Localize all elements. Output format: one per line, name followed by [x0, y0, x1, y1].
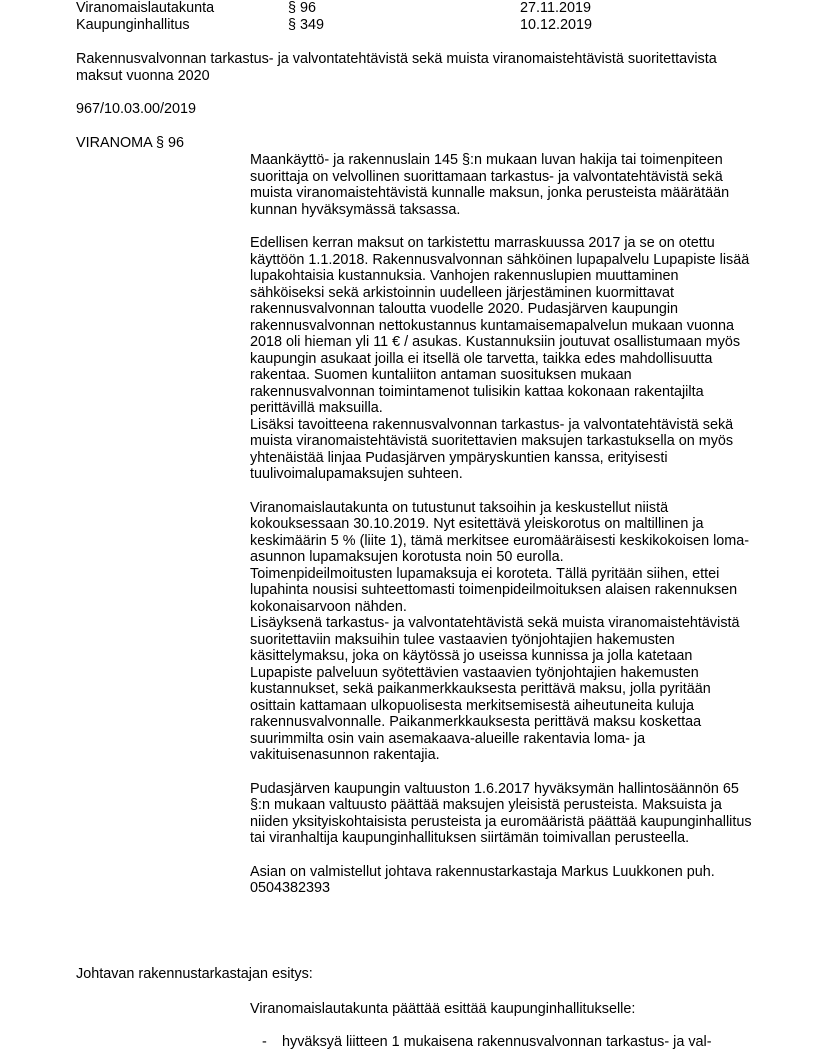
meeting-references: [76, 0, 676, 34]
proposal-heading: Johtavan rakennustarkastajan esitys:: [76, 966, 313, 982]
paragraph: Viranomaislautakunta on tutustunut taksoihin ja keskustellut niistä kokouksessaan 30.10.2019. Nyt esitettävä yleiskorotus on maltillinen ja keskimäärin 5 % (liite 1), tämä merkitsee euromääräisesti keskikokoisen loma-asunnon lupamaksujen korotusta noin 50 eurolla. Toimenpideilmoitusten lupamaksuja ei koroteta. Tällä pyritään siihen, ettei lupahinta nousisi suhteettomasti toimenpideilmoituksen alaisen rakennuksen kokonaisarvoon nähden. Lisäyksenä tarkastus- ja valvontatehtävistä sekä muista viranomaistehtävistä suoritettaviin maksuihin tulee vastaavien työnjohtajien hakemusten käsittelymaksu, joka on käytössä jo useissa kunnissa ja jolla katetaan Lupapiste palveluun syötettävien vastaavien työnjohtajien hakemusten kustannukset, sekä paikanmerkkauksesta perittävä maksu, jolla pyritään osittain kattamaan ulkopuolisesta merkitsemisestä aiheutuneita kuluja rakennusvalvonnalle. Paikanmerkkauksesta perittävä maksu koskettaa suurimmilta osin vain asemakaava-alueille rakentavia loma- ja vakituisenasunnon rakentajia.: [250, 499, 750, 763]
paragraph: Asian on valmistellut johtava rakennustarkastaja Markus Luukkonen puh. 0504382393: [250, 863, 715, 896]
bullet-text: hyväksyä liitteen 1 mukaisena rakennusvalvonnan tarkastus- ja val-: [282, 1034, 712, 1050]
paragraph: Maankäyttö- ja rakennuslain 145 §:n mukaan luvan hakija tai toimenpiteen suorittaja on velvollinen suorittamaan tarkastus- ja valvontatehtävistä sekä muista viranomaistehtävistä kunnalle maksun, jonka perusteista määrätään kunnan hyväksymässä taksassa.: [250, 152, 730, 218]
section-number: § 349: [288, 17, 325, 33]
decision-intro: Viranomaislautakunta päättää esittää kaupunginhallitukselle:: [250, 1001, 636, 1017]
body-name: Kaupunginhallitus: [76, 17, 190, 33]
document-title: Rakennusvalvonnan tarkastus- ja valvontatehtävistä sekä muista viranomaistehtävistä suoritettavista maksut vuonna 2020: [76, 51, 717, 84]
diary-number: 967/10.03.00/2019: [76, 101, 197, 117]
meeting-reference-row: [76, 17, 676, 34]
decision-bullet: [262, 1034, 762, 1051]
section-label: VIRANOMA § 96: [76, 135, 184, 151]
body-name: Viranomaislautakunta: [76, 0, 215, 16]
paragraph: Pudasjärven kaupungin valtuuston 1.6.2017 hyväksymän hallintosäännön 65 §:n mukaan valtuusto päättää maksujen yleisistä perusteista. Maksuista ja niiden yksityiskohtaisista perusteista ja euromääristä päättää kaupunginhallitus tai viranhaltija kaupunginhallituksen siirtämän toimivallan perusteella.: [250, 780, 752, 846]
meeting-reference-row: [76, 0, 676, 17]
meeting-date: 10.12.2019: [520, 17, 593, 33]
section-number: § 96: [288, 0, 317, 16]
body-text: [250, 152, 755, 914]
bullet-dash: -: [262, 1034, 267, 1050]
paragraph: Edellisen kerran maksut on tarkistettu marraskuussa 2017 ja se on otettu käyttöön 1.1.2018. Rakennusvalvonnan sähköinen lupapalvelu Lupapiste lisää lupakohtaisia kustannuksia. Vanhojen rakennuslupien muuttaminen sähköiseksi sekä arkistoinnin uudelleen järjestäminen kuormittavat rakennusvalvonnan taloutta vuodelle 2020. Pudasjärven kaupungin rakennusvalvonnan nettokustannus kuntamaisemapalvelun mukaan vuonna 2018 oli hieman yli 11 € / asukas. Kustannuksiin joutuvat osallistumaan myös kaupungin asukaat joilla ei itsellä ole tarvetta, taikka edes mahdollisuutta rakentaa. Suomen kuntaliiton antaman suosituksen mukaan rakennusvalvonnan toimintamenot tulisikin kattaa kokonaan rakentajilta perittävillä maksuilla. Lisäksi tavoitteena rakennusvalvonnan tarkastus- ja valvontatehtävistä sekä muista viranomaistehtävistä suoritettavien maksujen tarkastuksella on myös yhtenäistää linjaa Pudasjärven ympäryskuntien kanssa, erityisesti tuulivoimalupamaksujen suhteen.: [250, 235, 750, 482]
meeting-date: 27.11.2019: [520, 0, 591, 16]
